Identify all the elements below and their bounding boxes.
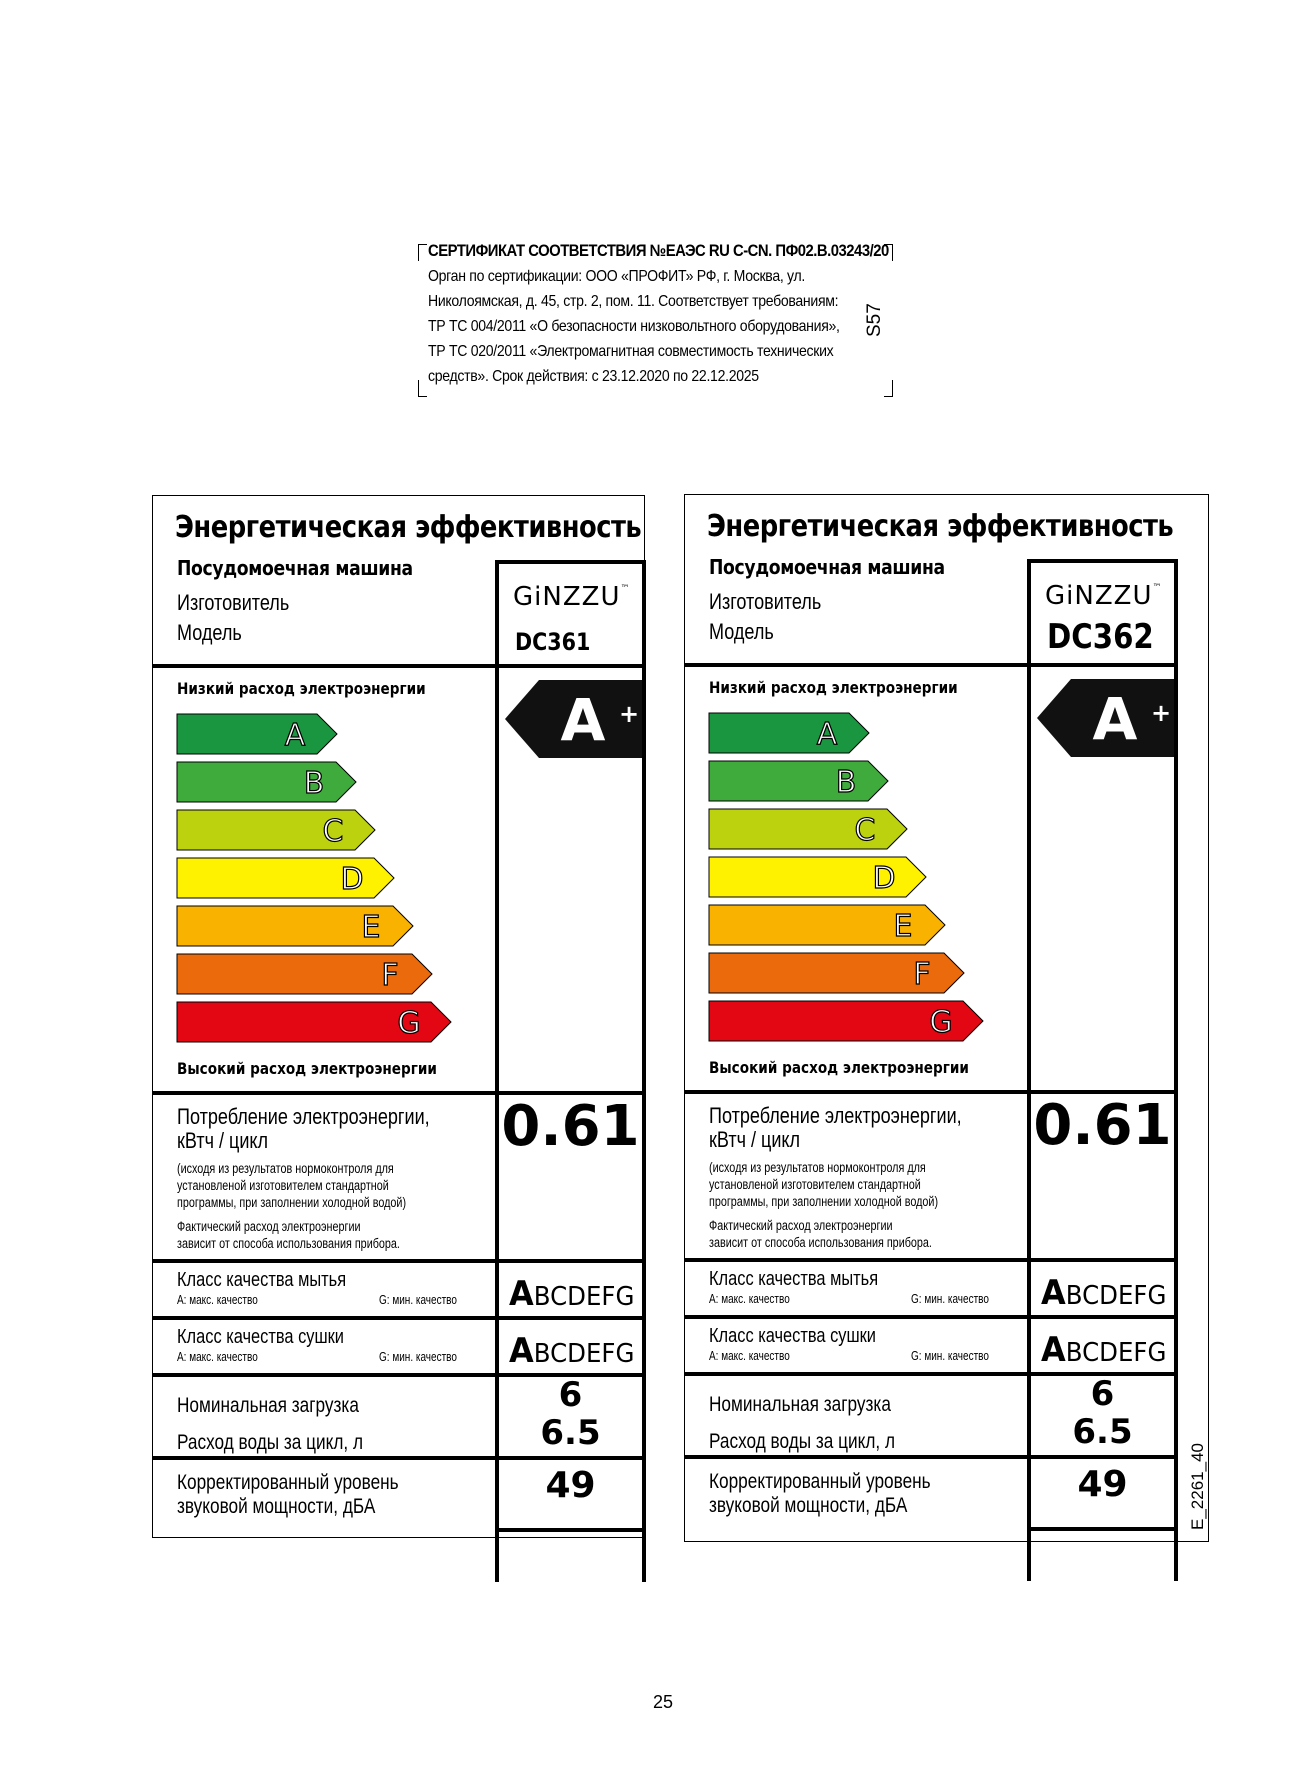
divider <box>495 560 499 664</box>
wash-class-a-note: A: макс. качество <box>709 1292 790 1306</box>
class-letter-f: F <box>381 958 399 993</box>
divider <box>685 1455 1178 1459</box>
class-letter-d: D <box>872 861 896 896</box>
bracket-top-left <box>418 244 427 261</box>
certificate-line: ТР ТС 004/2011 «О безопасности низковольтного оборудования», <box>428 318 840 335</box>
low-consumption-label: Низкий расход электроэнергии <box>177 679 426 698</box>
divider <box>153 1259 646 1263</box>
appliance-type: Посудомоечная машина <box>177 556 413 580</box>
noise-label: Корректированный уровень <box>177 1471 399 1494</box>
dry-class-scale: ABCDEFG <box>1041 1330 1167 1370</box>
certificate-block <box>418 242 893 397</box>
class-arrow-a <box>177 714 337 754</box>
rating-letter: A <box>560 686 606 754</box>
divider <box>495 1528 646 1532</box>
class-letter-e: E <box>361 910 381 945</box>
wash-class-label: Класс качества мытья <box>177 1269 347 1291</box>
consumption-note: (исходя из результатов нормоконтроля для установленой изготовителем стандартной программы, при заполнении холодной водой) <box>709 1160 939 1209</box>
high-consumption-label: Высокий расход электроэнергии <box>709 1058 969 1077</box>
water-consumption-value: 6.5 <box>540 1413 601 1453</box>
class-letter-d: D <box>340 862 364 897</box>
divider <box>153 1456 646 1460</box>
high-consumption-label: Высокий расход электроэнергии <box>177 1059 437 1078</box>
label-title: Энергетическая эффективность <box>175 510 642 545</box>
class-arrow-b <box>177 762 356 802</box>
dry-class-a-note: A: макс. качество <box>709 1349 790 1363</box>
wash-class-g-note: G: мин. качество <box>379 1293 457 1307</box>
model-value: DC362 <box>1047 617 1154 657</box>
noise-unit: звуковой мощности, дБА <box>709 1494 908 1517</box>
model-label: Модель <box>177 620 242 645</box>
rating-letter: A <box>1092 685 1138 753</box>
class-letter-g: G <box>397 1006 421 1041</box>
wash-class-a-note: A: макс. качество <box>177 1293 258 1307</box>
class-letter-b: B <box>835 765 857 800</box>
manufacturer-label: Изготовитель <box>709 589 822 614</box>
divider <box>1027 1527 1178 1531</box>
divider <box>1027 663 1031 1581</box>
class-arrow-a <box>709 713 869 753</box>
divider <box>1027 559 1031 663</box>
divider <box>685 1315 1178 1319</box>
certificate-line: ТР ТС 020/2011 «Электромагнитная совместимость технических <box>428 343 834 360</box>
certificate-line: Орган по сертификации: ООО «ПРОФИТ» РФ, г. Москва, ул. <box>428 268 805 285</box>
dry-class-label: Класс качества сушки <box>177 1326 344 1348</box>
divider <box>1027 559 1178 563</box>
divider <box>153 1316 646 1320</box>
divider <box>153 664 646 668</box>
rated-load-label: Номинальная загрузка <box>709 1393 891 1416</box>
consumption-label: Потребление электроэнергии, <box>709 1103 962 1128</box>
water-consumption-label: Расход воды за цикл, л <box>177 1431 364 1454</box>
class-letter-f: F <box>913 957 931 992</box>
dry-class-scale: ABCDEFG <box>509 1331 635 1371</box>
dry-class-g-note: G: мин. качество <box>379 1350 457 1364</box>
noise-value: 49 <box>1077 1464 1128 1505</box>
dry-class-a-note: A: макс. качество <box>177 1350 258 1364</box>
class-letter-c: C <box>854 813 876 848</box>
divider <box>642 560 646 1582</box>
wash-class-g-note: G: мин. качество <box>911 1292 989 1306</box>
class-letter-b: B <box>303 766 325 801</box>
divider <box>685 1258 1178 1262</box>
class-arrow-c <box>709 809 907 849</box>
certificate-line: Николоямская, д. 45, стр. 2, пом. 11. Соответствует требованиям: <box>428 293 839 310</box>
brand-logo: GiNZZU™ <box>513 582 631 612</box>
manufacturer-label: Изготовитель <box>177 590 290 615</box>
wash-class-label: Класс качества мытья <box>709 1268 879 1290</box>
noise-unit: звуковой мощности, дБА <box>177 1495 376 1518</box>
brand-logo: GiNZZU™ <box>1045 581 1163 611</box>
energy-label-dc361 <box>152 495 645 1538</box>
class-letter-c: C <box>322 814 344 849</box>
class-letter-e: E <box>893 909 913 944</box>
wash-class-scale: ABCDEFG <box>1041 1273 1167 1313</box>
divider <box>1174 559 1178 1581</box>
class-arrow-b <box>709 761 888 801</box>
divider <box>495 664 499 1582</box>
rated-load-value: 6 <box>1090 1374 1115 1414</box>
model-label: Модель <box>709 619 774 644</box>
dry-class-g-note: G: мин. качество <box>911 1349 989 1363</box>
divider <box>685 663 1178 667</box>
model-value: DC361 <box>515 628 591 656</box>
bracket-bottom-left <box>418 380 427 397</box>
label-code: E_2261_40 <box>1188 1443 1207 1530</box>
dry-class-label: Класс качества сушки <box>709 1325 876 1347</box>
noise-label: Корректированный уровень <box>709 1470 931 1493</box>
class-letter-a: A <box>284 718 306 753</box>
bracket-bottom-right <box>884 380 893 397</box>
energy-label-dc362 <box>684 494 1209 1542</box>
consumption-label: Потребление электроэнергии, <box>177 1104 430 1129</box>
rated-load-label: Номинальная загрузка <box>177 1394 359 1417</box>
consumption-value: 0.61 <box>1033 1093 1172 1158</box>
rating-plus: + <box>1151 699 1172 727</box>
divider <box>495 560 646 564</box>
actual-consumption-note: Фактический расход электроэнергии зависит от способа использования прибора. <box>709 1218 932 1250</box>
consumption-note: (исходя из результатов нормоконтроля для установленой изготовителем стандартной программы, при заполнении холодной водой) <box>177 1161 407 1210</box>
page-number: 25 <box>653 1692 674 1712</box>
class-letter-g: G <box>929 1005 953 1040</box>
rating-plus: + <box>619 700 640 728</box>
consumption-value: 0.61 <box>501 1094 640 1159</box>
rated-load-value: 6 <box>558 1375 583 1415</box>
water-consumption-label: Расход воды за цикл, л <box>709 1430 896 1453</box>
label-title: Энергетическая эффективность <box>707 509 1174 544</box>
class-letter-a: A <box>816 717 838 752</box>
appliance-type: Посудомоечная машина <box>709 555 945 579</box>
wash-class-scale: ABCDEFG <box>509 1274 635 1314</box>
class-arrow-c <box>177 810 375 850</box>
certificate-line: средств». Срок действия: с 23.12.2020 по 22.12.2025 <box>428 368 759 385</box>
consumption-unit: кВтч / цикл <box>177 1128 269 1153</box>
noise-value: 49 <box>545 1465 596 1506</box>
low-consumption-label: Низкий расход электроэнергии <box>709 678 958 697</box>
consumption-unit: кВтч / цикл <box>709 1127 801 1152</box>
water-consumption-value: 6.5 <box>1072 1412 1133 1452</box>
certificate-title: СЕРТИФИКАТ СООТВЕТСТВИЯ №ЕАЭС RU C-CN. ПФ02.В.03243/20 <box>428 242 889 260</box>
actual-consumption-note: Фактический расход электроэнергии зависит от способа использования прибора. <box>177 1219 400 1251</box>
certificate-code: S57 <box>864 303 885 337</box>
